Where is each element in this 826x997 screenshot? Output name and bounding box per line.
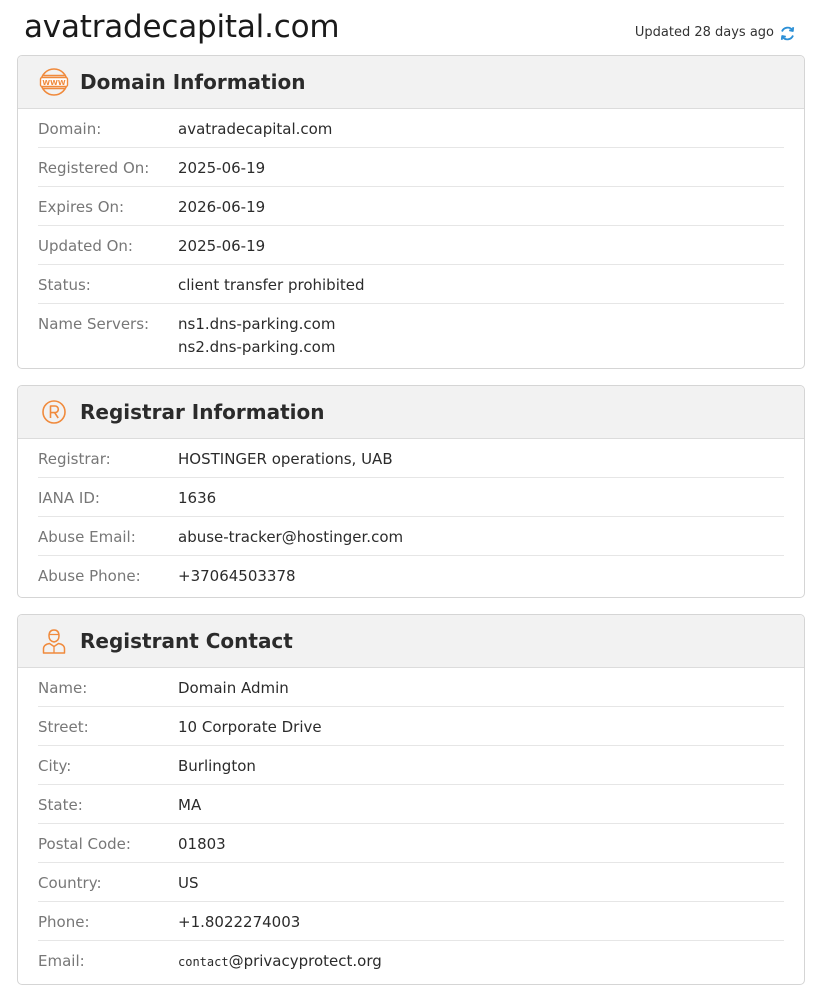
name-server: ns1.dns-parking.com: [178, 315, 336, 333]
country-row: [38, 863, 784, 902]
refresh-icon[interactable]: [779, 25, 796, 42]
row-label: Abuse Email:: [38, 528, 136, 546]
row-label: City:: [38, 757, 72, 775]
updated-on-row: [38, 226, 784, 265]
registered-icon: [38, 396, 70, 428]
row-value: 2026-06-19: [178, 198, 266, 216]
street-row: [38, 707, 784, 746]
row-label: Country:: [38, 874, 102, 892]
page-header: [0, 0, 826, 54]
row-label: Name:: [38, 679, 88, 697]
row-label: Expires On:: [38, 198, 125, 216]
city-row: [38, 746, 784, 785]
email-value: [178, 951, 382, 980]
row-value: client transfer prohibited: [178, 276, 365, 294]
domain-information-header: [18, 56, 804, 109]
row-value: avatradecapital.com: [178, 120, 333, 138]
abuse-email-row: [38, 517, 784, 556]
row-label: Street:: [38, 718, 89, 736]
registrant-contact-title: Registrant Contact: [80, 629, 293, 653]
page-title: avatradecapital.com: [24, 9, 340, 45]
row-value: 10 Corporate Drive: [178, 718, 322, 736]
state-row: [38, 785, 784, 824]
registrar-information-panel: [17, 385, 805, 598]
email-domain: @privacyprotect.org: [228, 952, 382, 970]
status-row: [38, 265, 784, 304]
domain-information-panel: [17, 55, 805, 369]
registrant-contact-panel: [17, 614, 805, 985]
name-row: [38, 668, 784, 707]
row-value: MA: [178, 796, 202, 814]
row-value: abuse-tracker@hostinger.com: [178, 528, 404, 546]
name-server: ns2.dns-parking.com: [178, 338, 336, 356]
row-label: Postal Code:: [38, 835, 131, 853]
row-label: Registrar:: [38, 450, 111, 468]
registered-on-row: [38, 148, 784, 187]
row-label: Status:: [38, 276, 91, 294]
name-servers-row: [38, 304, 784, 364]
row-label: IANA ID:: [38, 489, 100, 507]
row-label: Registered On:: [38, 159, 150, 177]
row-label: Updated On:: [38, 237, 133, 255]
row-value: Burlington: [178, 757, 256, 775]
row-value: US: [178, 874, 199, 892]
row-value: Domain Admin: [178, 679, 289, 697]
row-label: State:: [38, 796, 83, 814]
email-user: contact: [178, 955, 229, 969]
name-servers-list: [178, 314, 335, 364]
svg-text:WWW: WWW: [42, 78, 66, 87]
row-value: HOSTINGER operations, UAB: [178, 450, 393, 468]
row-label: Name Servers:: [38, 315, 150, 333]
www-globe-icon: [38, 66, 70, 98]
row-label: Email:: [38, 952, 85, 970]
row-value: 2025-06-19: [178, 159, 266, 177]
domain-information-title: Domain Information: [80, 70, 306, 94]
registrant-contact-header: [18, 615, 804, 668]
row-value: 01803: [178, 835, 226, 853]
updated-text: Updated 28 days ago: [634, 25, 774, 40]
row-value: 1636: [178, 489, 217, 507]
row-value: +1.8022274003: [178, 913, 301, 931]
row-label: Abuse Phone:: [38, 567, 141, 585]
updated-status: [635, 24, 796, 42]
iana-id-row: [38, 478, 784, 517]
person-icon: [38, 625, 70, 657]
postal-code-row: [38, 824, 784, 863]
expires-on-row: [38, 187, 784, 226]
abuse-phone-row: [38, 556, 784, 595]
registrar-information-title: Registrar Information: [80, 400, 325, 424]
row-value: 2025-06-19: [178, 237, 266, 255]
phone-row: [38, 902, 784, 941]
email-row: [38, 941, 784, 980]
registrar-information-header: [18, 386, 804, 439]
row-value: +37064503378: [178, 567, 296, 585]
row-label: Phone:: [38, 913, 90, 931]
row-label: Domain:: [38, 120, 102, 138]
domain-row: [38, 109, 784, 148]
registrar-row: [38, 439, 784, 478]
